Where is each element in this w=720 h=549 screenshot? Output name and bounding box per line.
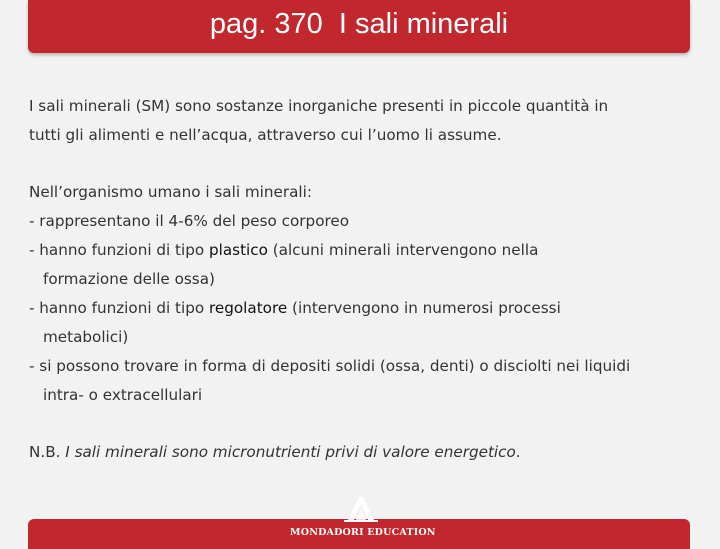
nota-bene-prefix: N.B.	[29, 443, 66, 461]
list-item-2-pre: - hanno funzioni di tipo	[29, 241, 209, 259]
list-item-4-continuation: intra- o extracellulari	[43, 386, 203, 404]
list-item-3-continuation: metabolici)	[43, 328, 129, 346]
list-item-1: - rappresentano il 4-6% del peso corporeo	[29, 212, 350, 230]
term-plastico: plastico	[209, 241, 268, 259]
list-item-3-post: (intervengono in numerosi processi	[287, 299, 561, 317]
list-item-2-continuation: formazione delle ossa)	[43, 270, 215, 288]
spacer	[29, 150, 699, 178]
list-item-2	[29, 236, 699, 265]
term-regolatore: regolatore	[209, 299, 288, 317]
mondadori-rose-icon	[344, 496, 378, 522]
publisher-logo-text: MONDADORI EDUCATION	[290, 527, 436, 538]
spacer	[29, 410, 699, 438]
slide-title: pag. 370 I sali minerali	[209, 8, 509, 40]
list-item-2-post: (alcuni minerali intervengono nella	[267, 241, 539, 259]
list-item-4: - si possono trovare in forma di depositi solidi (ossa, denti) o disciolti nei liquidi	[29, 357, 631, 375]
intro-line-1: I sali minerali (SM) sono sostanze inorganiche presenti in piccole quantità in	[29, 97, 609, 115]
title-bar	[28, 0, 690, 53]
list-item-3	[29, 294, 699, 323]
intro-line-2: tutti gli alimenti e nell’acqua, attraverso cui l’uomo li assume.	[29, 126, 502, 144]
nota-bene-text: I sali minerali sono micronutrienti privi di valore energetico	[65, 443, 516, 461]
publisher-logo	[290, 496, 436, 540]
nota-bene-suffix: .	[515, 443, 521, 461]
list-heading: Nell’organismo umano i sali minerali:	[29, 183, 312, 201]
nota-bene	[29, 438, 699, 467]
slide-body	[29, 92, 699, 467]
list-item-3-pre: - hanno funzioni di tipo	[29, 299, 209, 317]
